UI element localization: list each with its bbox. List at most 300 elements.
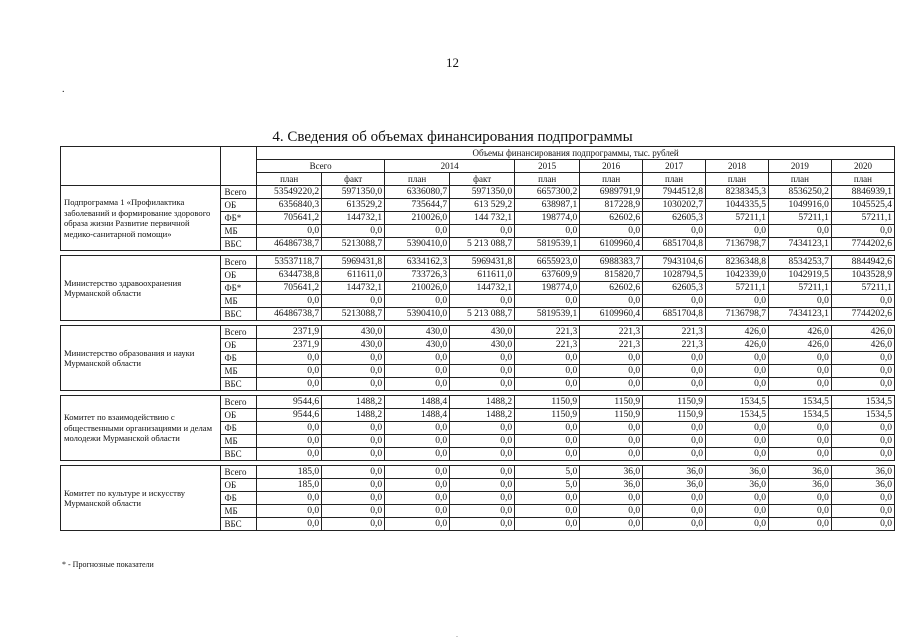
value-cell: 0,0	[580, 378, 643, 391]
stray-mark: .	[62, 84, 65, 95]
value-cell: 817228,9	[580, 199, 643, 212]
value-cell: 426,0	[768, 326, 831, 339]
value-cell: 0,0	[257, 435, 322, 448]
value-cell: 0,0	[768, 225, 831, 238]
value-cell: 0,0	[580, 505, 643, 518]
value-cell: 1534,5	[768, 409, 831, 422]
value-cell: 0,0	[643, 225, 706, 238]
value-cell: 0,0	[706, 435, 769, 448]
value-cell: 5819539,1	[515, 308, 580, 321]
header-plan: план	[768, 173, 831, 186]
value-cell: 8236348,8	[706, 256, 769, 269]
value-cell: 62602,6	[580, 282, 643, 295]
funding-source: ВБС	[221, 448, 257, 461]
value-cell: 0,0	[450, 365, 515, 378]
page-number: 12	[446, 55, 459, 70]
value-cell: 733726,3	[385, 269, 450, 282]
value-cell: 62602,6	[580, 212, 643, 225]
value-cell: 8846939,1	[831, 186, 894, 199]
value-cell: 0,0	[385, 492, 450, 505]
value-cell: 0,0	[515, 435, 580, 448]
value-cell: 815820,7	[580, 269, 643, 282]
value-cell: 0,0	[643, 365, 706, 378]
value-cell: 0,0	[450, 295, 515, 308]
value-cell: 144732,1	[450, 282, 515, 295]
funding-source: ВБС	[221, 518, 257, 531]
value-cell: 57211,1	[768, 212, 831, 225]
value-cell: 1044335,5	[706, 199, 769, 212]
value-cell: 5,0	[515, 466, 580, 479]
value-cell: 611611,0	[450, 269, 515, 282]
table-row	[61, 256, 895, 269]
value-cell: 0,0	[768, 295, 831, 308]
value-cell: 1534,5	[831, 409, 894, 422]
funding-source: ФБ	[221, 422, 257, 435]
value-cell: 36,0	[580, 479, 643, 492]
funding-source: ФБ*	[221, 212, 257, 225]
value-cell: 426,0	[706, 339, 769, 352]
value-cell: 198774,0	[515, 282, 580, 295]
funding-source: Всего	[221, 256, 257, 269]
value-cell: 7943104,6	[643, 256, 706, 269]
value-cell: 735644,7	[385, 199, 450, 212]
header-empty-cell	[221, 147, 257, 186]
value-cell: 0,0	[515, 422, 580, 435]
header-year: 2020	[831, 160, 894, 173]
financing-table	[60, 146, 895, 531]
value-cell: 5971350,0	[322, 186, 385, 199]
value-cell: 0,0	[768, 505, 831, 518]
value-cell: 0,0	[450, 448, 515, 461]
value-cell: 53549220,2	[257, 186, 322, 199]
value-cell: 0,0	[257, 518, 322, 531]
value-cell: 0,0	[385, 365, 450, 378]
value-cell: 0,0	[450, 466, 515, 479]
value-cell: 0,0	[450, 518, 515, 531]
header-year: 2018	[706, 160, 769, 173]
value-cell: 430,0	[450, 339, 515, 352]
header-plan: план	[706, 173, 769, 186]
value-cell: 221,3	[515, 339, 580, 352]
value-cell: 0,0	[643, 448, 706, 461]
value-cell: 5,0	[515, 479, 580, 492]
value-cell: 0,0	[322, 295, 385, 308]
funding-source: ОБ	[221, 269, 257, 282]
value-cell: 36,0	[643, 466, 706, 479]
value-cell: 1150,9	[580, 396, 643, 409]
value-cell: 1042339,0	[706, 269, 769, 282]
value-cell: 0,0	[831, 492, 894, 505]
value-cell: 6988383,7	[580, 256, 643, 269]
value-cell: 5213088,7	[322, 238, 385, 251]
value-cell: 1049916,0	[768, 199, 831, 212]
value-cell: 6851704,8	[643, 308, 706, 321]
value-cell: 7744202,6	[831, 238, 894, 251]
value-cell: 0,0	[385, 448, 450, 461]
value-cell: 5213088,7	[322, 308, 385, 321]
value-cell: 1030202,7	[643, 199, 706, 212]
value-cell: 8536250,2	[768, 186, 831, 199]
value-cell: 0,0	[515, 378, 580, 391]
value-cell: 0,0	[450, 505, 515, 518]
value-cell: 1534,5	[768, 396, 831, 409]
header-year: 2016	[580, 160, 643, 173]
value-cell: 7434123,1	[768, 238, 831, 251]
header-year: 2015	[515, 160, 580, 173]
value-cell: 1150,9	[643, 396, 706, 409]
funding-source: ФБ	[221, 492, 257, 505]
value-cell: 7136798,7	[706, 238, 769, 251]
funding-source: ВБС	[221, 238, 257, 251]
funding-source: МБ	[221, 365, 257, 378]
value-cell: 0,0	[831, 435, 894, 448]
value-cell: 221,3	[515, 326, 580, 339]
table-row	[61, 466, 895, 479]
funding-source: ОБ	[221, 409, 257, 422]
value-cell: 0,0	[580, 422, 643, 435]
header-year: 2019	[768, 160, 831, 173]
funding-source: Всего	[221, 396, 257, 409]
value-cell: 0,0	[322, 352, 385, 365]
value-cell: 0,0	[257, 448, 322, 461]
value-cell: 0,0	[768, 518, 831, 531]
value-cell: 0,0	[580, 518, 643, 531]
value-cell: 36,0	[831, 466, 894, 479]
header-total: Всего	[257, 160, 385, 173]
value-cell: 0,0	[580, 492, 643, 505]
funding-source: МБ	[221, 295, 257, 308]
value-cell: 5 213 088,7	[450, 238, 515, 251]
value-cell: 0,0	[706, 295, 769, 308]
value-cell: 705641,2	[257, 212, 322, 225]
table-row	[61, 186, 895, 199]
value-cell: 0,0	[257, 505, 322, 518]
value-cell: 1150,9	[515, 396, 580, 409]
value-cell: 0,0	[257, 422, 322, 435]
value-cell: 1488,2	[322, 396, 385, 409]
value-cell: 144732,1	[322, 282, 385, 295]
value-cell: 53537118,7	[257, 256, 322, 269]
value-cell: 426,0	[768, 339, 831, 352]
funding-source: МБ	[221, 505, 257, 518]
value-cell: 2371,9	[257, 326, 322, 339]
value-cell: 0,0	[643, 435, 706, 448]
value-cell: 5 213 088,7	[450, 308, 515, 321]
value-cell: 430,0	[385, 326, 450, 339]
value-cell: 221,3	[580, 339, 643, 352]
value-cell: 611611,0	[322, 269, 385, 282]
value-cell: 6109960,4	[580, 308, 643, 321]
value-cell: 0,0	[385, 352, 450, 365]
value-cell: 0,0	[385, 422, 450, 435]
value-cell: 5390410,0	[385, 308, 450, 321]
value-cell: 1488,2	[450, 409, 515, 422]
header-plan: план	[831, 173, 894, 186]
value-cell: 1488,2	[450, 396, 515, 409]
value-cell: 5969431,8	[322, 256, 385, 269]
funding-source: Всего	[221, 186, 257, 199]
value-cell: 57211,1	[831, 212, 894, 225]
table-body	[61, 186, 895, 531]
value-cell: 0,0	[322, 448, 385, 461]
header-empty-cell	[61, 147, 221, 186]
value-cell: 1488,2	[322, 409, 385, 422]
value-cell: 0,0	[257, 492, 322, 505]
value-cell: 36,0	[831, 479, 894, 492]
value-cell: 1534,5	[831, 396, 894, 409]
header-group-label: Объемы финансирования подпрограммы, тыс. рублей	[257, 147, 895, 160]
value-cell: 0,0	[706, 225, 769, 238]
value-cell: 0,0	[322, 365, 385, 378]
value-cell: 0,0	[515, 295, 580, 308]
value-cell: 46486738,7	[257, 308, 322, 321]
value-cell: 36,0	[580, 466, 643, 479]
value-cell: 0,0	[768, 448, 831, 461]
value-cell: 1150,9	[643, 409, 706, 422]
value-cell: 36,0	[706, 466, 769, 479]
value-cell: 1045525,4	[831, 199, 894, 212]
funding-source: ОБ	[221, 199, 257, 212]
value-cell: 0,0	[385, 295, 450, 308]
header-row-group	[61, 147, 895, 160]
value-cell: 0,0	[706, 365, 769, 378]
value-cell: 0,0	[450, 435, 515, 448]
value-cell: 7434123,1	[768, 308, 831, 321]
value-cell: 0,0	[515, 448, 580, 461]
value-cell: 0,0	[768, 352, 831, 365]
value-cell: 0,0	[515, 518, 580, 531]
header-fact: факт	[450, 173, 515, 186]
financing-table-container	[60, 146, 895, 531]
value-cell: 1042919,5	[768, 269, 831, 282]
value-cell: 6655923,0	[515, 256, 580, 269]
value-cell: 0,0	[831, 448, 894, 461]
value-cell: 8534253,7	[768, 256, 831, 269]
funding-source: МБ	[221, 225, 257, 238]
value-cell: 7944512,8	[643, 186, 706, 199]
header-plan: план	[257, 173, 322, 186]
value-cell: 144 732,1	[450, 212, 515, 225]
header-year: 2017	[643, 160, 706, 173]
value-cell: 0,0	[706, 378, 769, 391]
value-cell: 0,0	[768, 378, 831, 391]
funding-source: МБ	[221, 435, 257, 448]
value-cell: 1043528,9	[831, 269, 894, 282]
value-cell: 6336080,7	[385, 186, 450, 199]
section-name: Подпрограмма 1 «Профилактика заболеваний и формирование здорового образа жизни Развитие первичной медико-санитарной помощи»	[61, 186, 221, 251]
value-cell: 7744202,6	[831, 308, 894, 321]
value-cell: 6109960,4	[580, 238, 643, 251]
value-cell: 426,0	[706, 326, 769, 339]
value-cell: 0,0	[580, 295, 643, 308]
value-cell: 0,0	[257, 295, 322, 308]
value-cell: 6851704,8	[643, 238, 706, 251]
value-cell: 0,0	[580, 352, 643, 365]
value-cell: 221,3	[580, 326, 643, 339]
value-cell: 0,0	[706, 492, 769, 505]
value-cell: 0,0	[580, 225, 643, 238]
value-cell: 0,0	[322, 435, 385, 448]
value-cell: 8238345,3	[706, 186, 769, 199]
value-cell: 0,0	[515, 352, 580, 365]
value-cell: 5971350,0	[450, 186, 515, 199]
funding-source: Всего	[221, 466, 257, 479]
value-cell: 6989791,9	[580, 186, 643, 199]
section-name: Комитет по взаимодействию с общественными организациями и делам молодежи Мурманской области	[61, 396, 221, 461]
value-cell: 0,0	[643, 352, 706, 365]
value-cell: 0,0	[322, 225, 385, 238]
header-year-2014: 2014	[385, 160, 515, 173]
value-cell: 0,0	[322, 466, 385, 479]
value-cell: 0,0	[706, 505, 769, 518]
value-cell: 6344738,8	[257, 269, 322, 282]
value-cell: 430,0	[385, 339, 450, 352]
section-name: Министерство образования и науки Мурманской области	[61, 326, 221, 391]
bottom-mark: .	[456, 630, 458, 639]
value-cell: 638987,1	[515, 199, 580, 212]
value-cell: 0,0	[322, 479, 385, 492]
value-cell: 426,0	[831, 326, 894, 339]
value-cell: 0,0	[257, 352, 322, 365]
value-cell: 0,0	[580, 448, 643, 461]
value-cell: 0,0	[706, 422, 769, 435]
value-cell: 0,0	[322, 378, 385, 391]
value-cell: 0,0	[643, 518, 706, 531]
value-cell: 6657300,2	[515, 186, 580, 199]
header-plan: план	[643, 173, 706, 186]
value-cell: 221,3	[643, 339, 706, 352]
value-cell: 0,0	[450, 352, 515, 365]
funding-source: ОБ	[221, 479, 257, 492]
value-cell: 0,0	[450, 378, 515, 391]
value-cell: 0,0	[322, 518, 385, 531]
funding-source: ФБ	[221, 352, 257, 365]
value-cell: 1488,4	[385, 396, 450, 409]
value-cell: 0,0	[768, 422, 831, 435]
funding-source: ФБ*	[221, 282, 257, 295]
value-cell: 46486738,7	[257, 238, 322, 251]
value-cell: 0,0	[706, 518, 769, 531]
table-row	[61, 396, 895, 409]
value-cell: 0,0	[385, 518, 450, 531]
value-cell: 6334162,3	[385, 256, 450, 269]
value-cell: 7136798,7	[706, 308, 769, 321]
value-cell: 430,0	[322, 339, 385, 352]
value-cell: 57211,1	[831, 282, 894, 295]
value-cell: 198774,0	[515, 212, 580, 225]
funding-source: ВБС	[221, 308, 257, 321]
value-cell: 0,0	[257, 365, 322, 378]
value-cell: 36,0	[706, 479, 769, 492]
value-cell: 0,0	[706, 448, 769, 461]
value-cell: 0,0	[831, 378, 894, 391]
value-cell: 0,0	[643, 422, 706, 435]
value-cell: 8844942,6	[831, 256, 894, 269]
value-cell: 0,0	[831, 505, 894, 518]
footnote: * - Прогнозные показатели	[62, 560, 154, 569]
value-cell: 210026,0	[385, 212, 450, 225]
funding-source: Всего	[221, 326, 257, 339]
value-cell: 0,0	[515, 492, 580, 505]
value-cell: 0,0	[450, 422, 515, 435]
section-name: Комитет по культуре и искусству Мурманской области	[61, 466, 221, 531]
value-cell: 144732,1	[322, 212, 385, 225]
value-cell: 6356840,3	[257, 199, 322, 212]
value-cell: 5390410,0	[385, 238, 450, 251]
value-cell: 0,0	[515, 225, 580, 238]
value-cell: 1028794,5	[643, 269, 706, 282]
value-cell: 0,0	[515, 505, 580, 518]
value-cell: 0,0	[515, 365, 580, 378]
value-cell: 0,0	[643, 492, 706, 505]
value-cell: 0,0	[706, 352, 769, 365]
value-cell: 0,0	[322, 505, 385, 518]
value-cell: 1534,5	[706, 396, 769, 409]
value-cell: 0,0	[643, 295, 706, 308]
value-cell: 0,0	[831, 518, 894, 531]
value-cell: 210026,0	[385, 282, 450, 295]
value-cell: 430,0	[322, 326, 385, 339]
value-cell: 637609,9	[515, 269, 580, 282]
value-cell: 62605,3	[643, 212, 706, 225]
value-cell: 705641,2	[257, 282, 322, 295]
value-cell: 430,0	[450, 326, 515, 339]
section-title: 4. Сведения об объемах финансирования подпрограммы	[272, 129, 633, 145]
value-cell: 5819539,1	[515, 238, 580, 251]
value-cell: 0,0	[257, 378, 322, 391]
value-cell: 613529,2	[322, 199, 385, 212]
value-cell: 0,0	[450, 492, 515, 505]
value-cell: 0,0	[385, 435, 450, 448]
funding-source: ОБ	[221, 339, 257, 352]
value-cell: 0,0	[643, 378, 706, 391]
value-cell: 57211,1	[706, 212, 769, 225]
value-cell: 1488,4	[385, 409, 450, 422]
value-cell: 0,0	[831, 365, 894, 378]
value-cell: 0,0	[385, 378, 450, 391]
value-cell: 0,0	[450, 225, 515, 238]
value-cell: 0,0	[580, 365, 643, 378]
value-cell: 0,0	[385, 479, 450, 492]
value-cell: 613 529,2	[450, 199, 515, 212]
value-cell: 57211,1	[768, 282, 831, 295]
value-cell: 0,0	[831, 422, 894, 435]
table-row	[61, 326, 895, 339]
value-cell: 0,0	[643, 505, 706, 518]
value-cell: 9544,6	[257, 409, 322, 422]
value-cell: 0,0	[768, 365, 831, 378]
value-cell: 9544,6	[257, 396, 322, 409]
value-cell: 0,0	[450, 479, 515, 492]
value-cell: 0,0	[831, 295, 894, 308]
value-cell: 0,0	[385, 466, 450, 479]
header-plan: план	[385, 173, 450, 186]
section-name: Министерство здравоохранения Мурманской области	[61, 256, 221, 321]
value-cell: 57211,1	[706, 282, 769, 295]
value-cell: 2371,9	[257, 339, 322, 352]
header-plan: план	[580, 173, 643, 186]
value-cell: 0,0	[831, 352, 894, 365]
value-cell: 1150,9	[515, 409, 580, 422]
value-cell: 36,0	[643, 479, 706, 492]
header-plan: план	[515, 173, 580, 186]
value-cell: 1534,5	[706, 409, 769, 422]
value-cell: 62605,3	[643, 282, 706, 295]
value-cell: 221,3	[643, 326, 706, 339]
value-cell: 0,0	[385, 225, 450, 238]
header-fact: факт	[322, 173, 385, 186]
value-cell: 0,0	[257, 225, 322, 238]
